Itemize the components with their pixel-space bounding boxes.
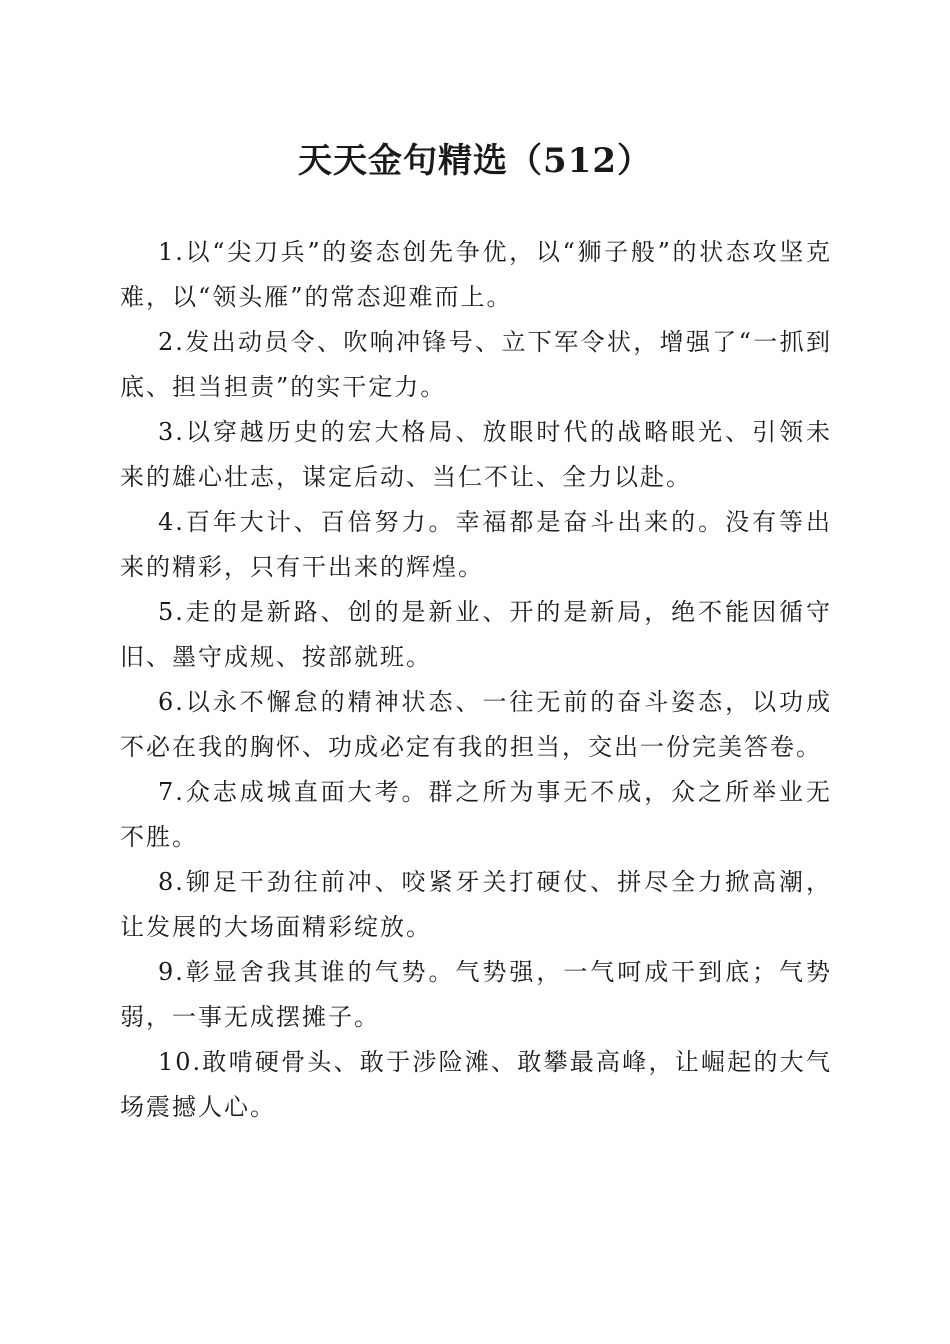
quote-item-4: 4.百年大计、百倍努力。幸福都是奋斗出来的。没有等出来的精彩，只有干出来的辉煌。 <box>120 508 832 581</box>
quote-list <box>120 230 832 1130</box>
quote-item-8: 8.铆足干劲往前冲、咬紧牙关打硬仗、拼尽全力掀高潮，让发展的大场面精彩绽放。 <box>120 868 832 941</box>
quote-item-7: 7.众志成城直面大考。群之所为事无不成，众之所举业无不胜。 <box>120 778 832 851</box>
quote-item-1: 1.以“尖刀兵”的姿态创先争优，以“狮子般”的状态攻坚克难，以“领头雁”的常态迎难而上。 <box>120 238 832 311</box>
quote-item-9: 9.彰显舍我其谁的气势。气势强，一气呵成干到底；气势弱，一事无成摆摊子。 <box>120 958 832 1031</box>
document-title: 天天金句精选（512） <box>298 141 652 181</box>
quote-item-3: 3.以穿越历史的宏大格局、放眼时代的战略眼光、引领未来的雄心壮志，谋定后动、当仁不让、全力以赴。 <box>120 418 832 491</box>
quote-item-5: 5.走的是新路、创的是新业、开的是新局，绝不能因循守旧、墨守成规、按部就班。 <box>120 598 832 671</box>
quote-item-2: 2.发出动员令、吹响冲锋号、立下军令状，增强了“一抓到底、担当担责”的实干定力。 <box>120 328 832 401</box>
quote-item-10: 10.敢啃硬骨头、敢于涉险滩、敢攀最高峰，让崛起的大气场震撼人心。 <box>120 1048 832 1121</box>
quote-item-6: 6.以永不懈怠的精神状态、一往无前的奋斗姿态，以功成不必在我的胸怀、功成必定有我的担当，交出一份完美答卷。 <box>120 688 832 761</box>
